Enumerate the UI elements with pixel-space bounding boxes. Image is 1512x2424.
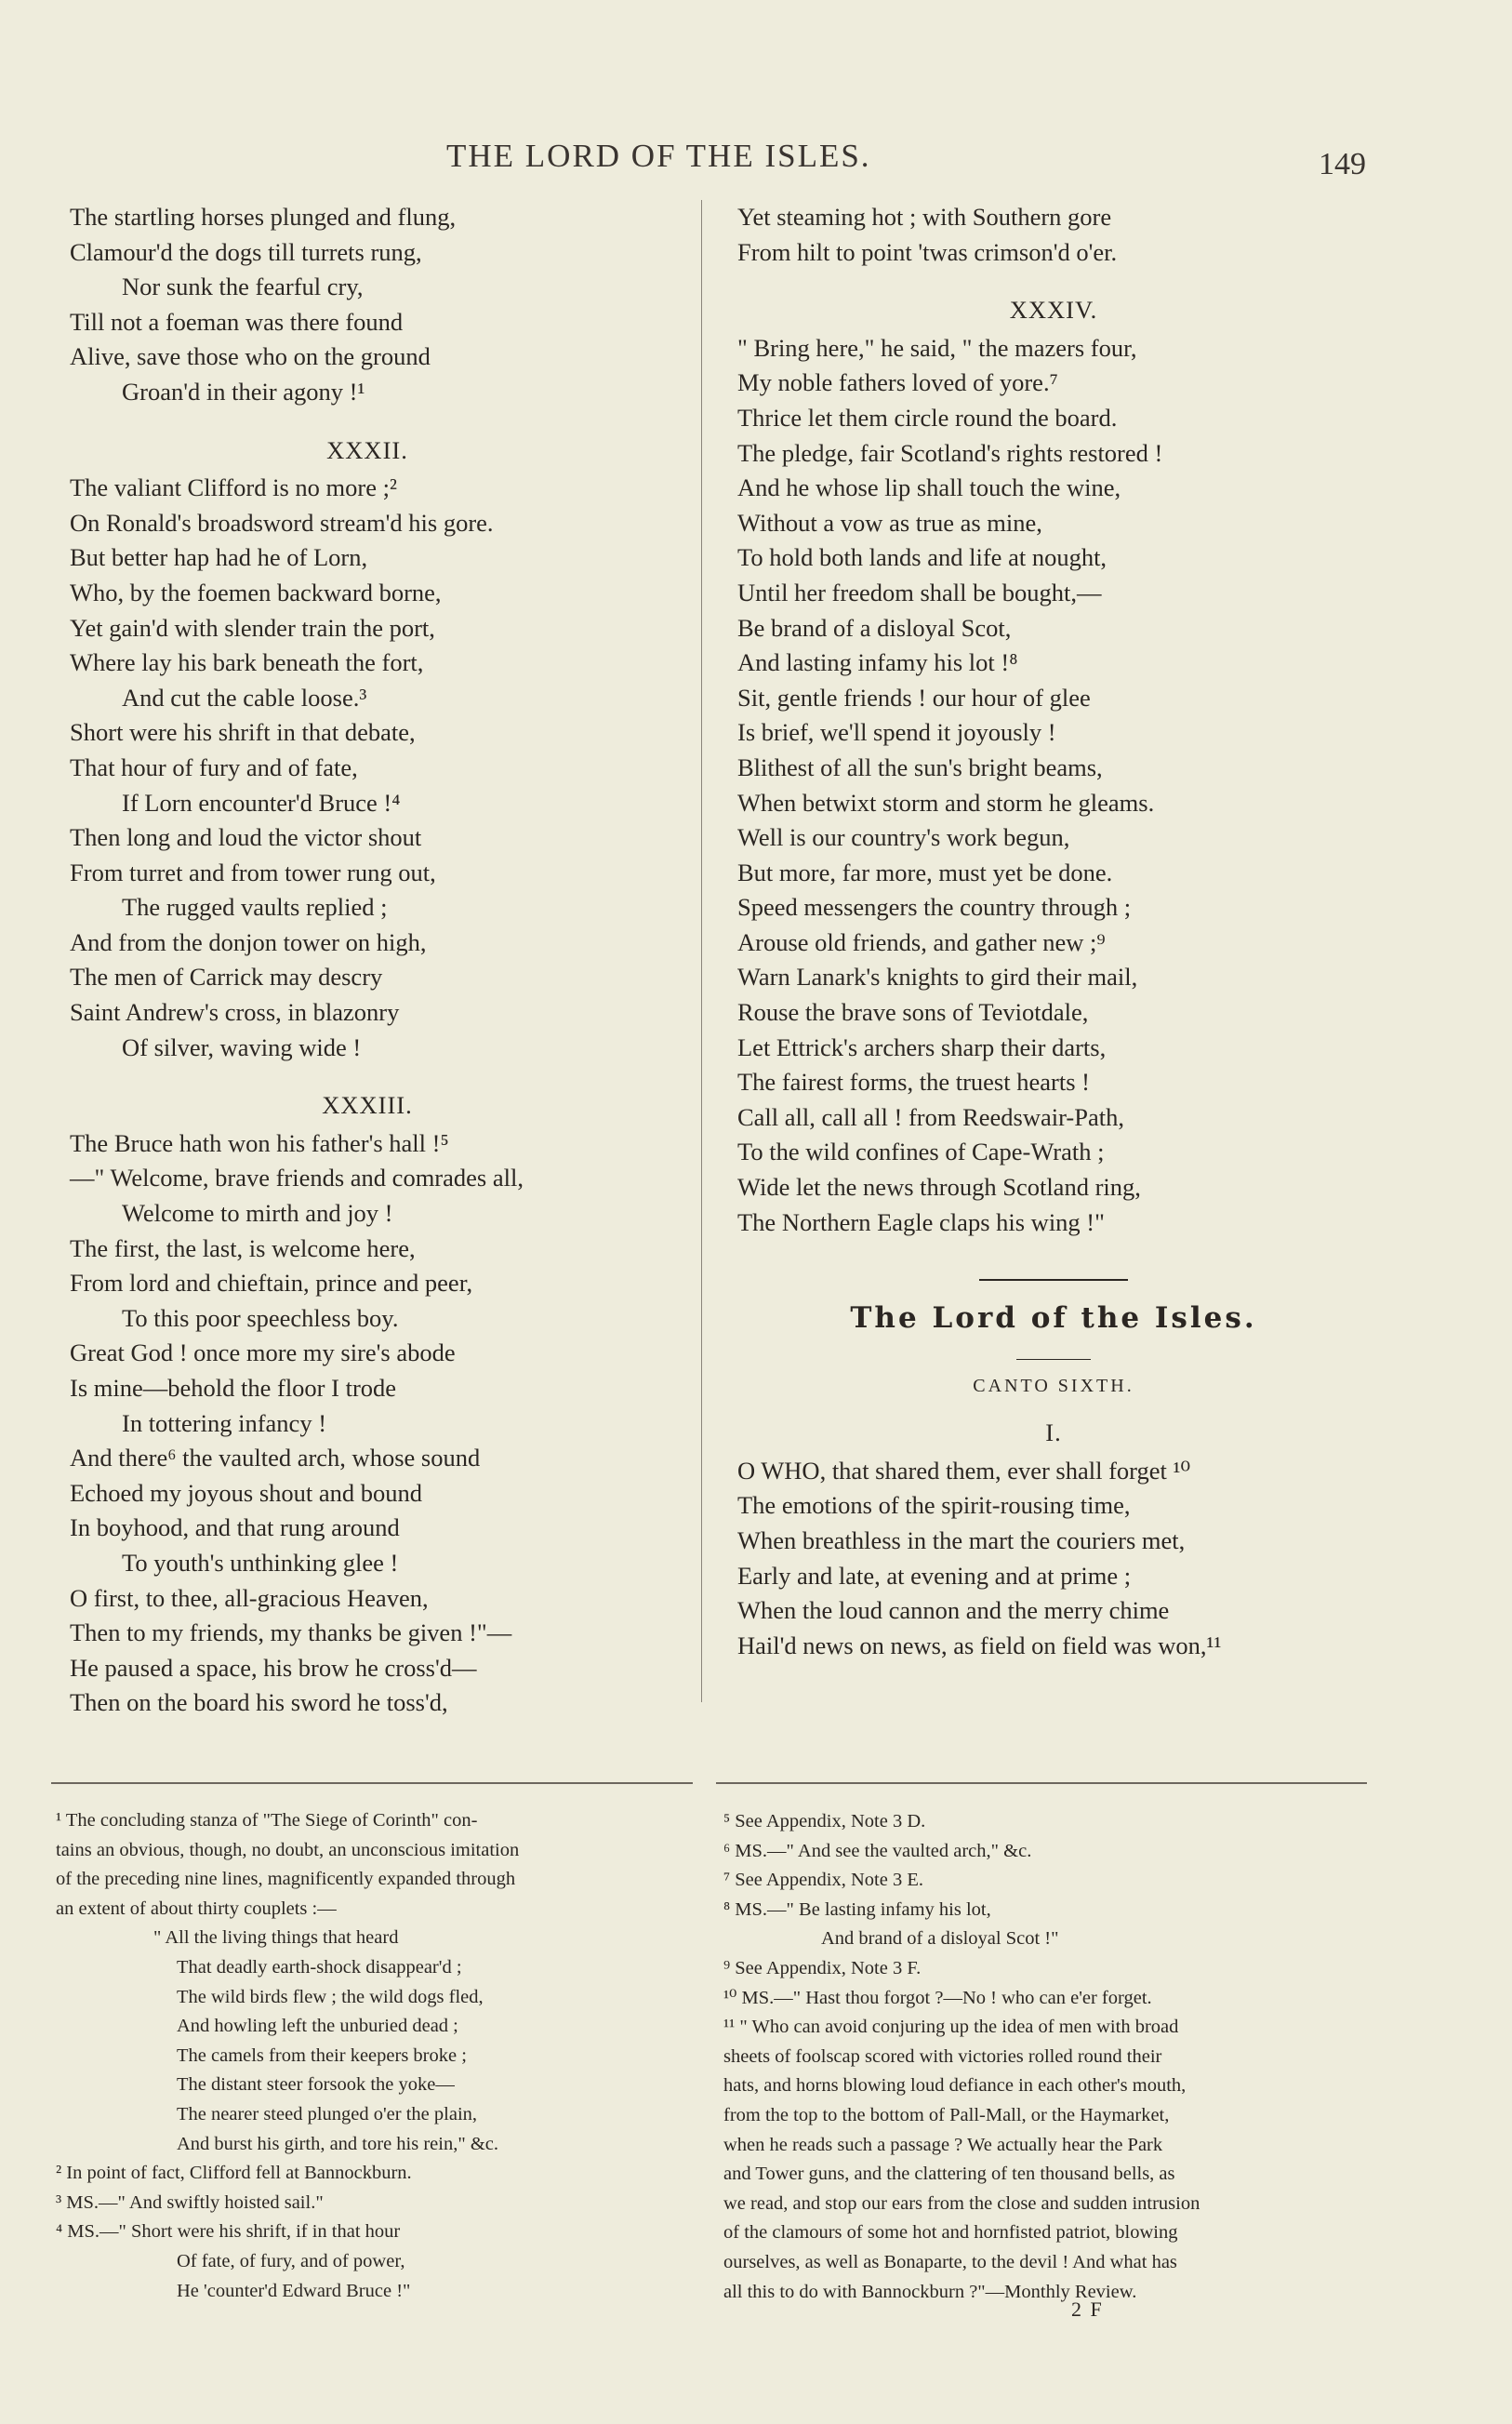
footnote-line: Of fate, of fury, and of power, (177, 2250, 405, 2271)
verse-line: The first, the last, is welcome here, (70, 1233, 416, 1262)
footnote-line: tains an obvious, though, no doubt, an unconscious imitation (56, 1839, 520, 1860)
verse-line: From hilt to point 'twas crimson'd o'er. (737, 237, 1118, 266)
verse-line: Of silver, waving wide ! (122, 1032, 362, 1061)
footnote-line: And howling left the unburied dead ; (177, 2016, 458, 2037)
footnote-line: He 'counter'd Edward Bruce !" (177, 2280, 411, 2301)
verse-line: Rouse the brave sons of Teviotdale, (737, 998, 1089, 1027)
page-number: 149 (1319, 147, 1366, 181)
verse-line: Speed messengers the country through ; (737, 893, 1132, 922)
verse-line: My noble fathers loved of yore.⁷ (737, 368, 1058, 397)
verse-line: The startling horses plunged and flung, (70, 203, 457, 231)
footnote-line: all this to do with Bannockburn ?"—Monthly Review. (723, 2281, 1137, 2302)
footnote-line: ² In point of fact, Clifford fell at Bannockburn. (56, 2163, 412, 2184)
verse-line: Wide let the news through Scotland ring, (737, 1173, 1141, 1202)
footnotes-right (723, 1807, 1374, 2307)
footnote-line: The nearer steed plunged o'er the plain, (177, 2103, 478, 2124)
footnote-line: And burst his girth, and tore his rein," &c. (177, 2133, 498, 2154)
verse-line: And from the donjon tower on high, (70, 927, 427, 956)
verse-line: Then long and loud the victor shout (70, 823, 422, 852)
verse-line: He paused a space, his brow he cross'd— (70, 1653, 477, 1682)
verse-line: Well is our country's work begun, (737, 823, 1070, 852)
verse-line: Who, by the foemen backward borne, (70, 578, 442, 606)
verse-line: And there⁶ the vaulted arch, whose sound (70, 1444, 481, 1472)
verse-line: Arouse old friends, and gather new ;⁹ (737, 927, 1106, 956)
canto-subtitle: CANTO SIXTH. (973, 1376, 1134, 1397)
verse-line: Alive, save those who on the ground (70, 342, 431, 371)
verse-line: Saint Andrew's cross, in blazonry (70, 998, 400, 1027)
verse-line: Groan'd in their agony !¹ (122, 377, 365, 406)
verse-line: The Northern Eagle claps his wing !" (737, 1207, 1105, 1236)
verse-line: And he whose lip shall touch the wine, (737, 473, 1121, 502)
verse-line: When betwixt storm and storm he gleams. (737, 788, 1155, 817)
verse-line: Clamour'd the dogs till turrets rung, (70, 237, 422, 266)
verse-line: O WHO, that shared them, ever shall forget ¹⁰ (737, 1456, 1191, 1485)
verse-line: Where lay his bark beneath the fort, (70, 648, 424, 677)
verse-line: When breathless in the mart the couriers met, (737, 1526, 1186, 1554)
verse-line: To this poor speechless boy. (122, 1303, 399, 1332)
stanza-heading: I. (1045, 1418, 1062, 1447)
verse-line: If Lorn encounter'd Bruce !⁴ (122, 788, 401, 817)
stanza-heading: XXXII. (326, 435, 408, 464)
footnote-line: an extent of about thirty couplets :— (56, 1898, 337, 1919)
verse-line: —" Welcome, brave friends and comrades all, (70, 1164, 524, 1192)
running-title: THE LORD OF THE ISLES. (446, 138, 871, 174)
verse-line: That hour of fury and of fate, (70, 753, 358, 781)
canto-rule-top (979, 1279, 1128, 1281)
canto-rule-short (1016, 1359, 1091, 1360)
verse-line: On Ronald's broadsword stream'd his gore. (70, 508, 494, 537)
footnote-line: ¹⁰ MS.—" Hast thou forgot ?—No ! who can e'er forget. (723, 1987, 1152, 2008)
verse-line: Sit, gentle friends ! our hour of glee (737, 683, 1091, 712)
footnote-line: when he reads such a passage ? We actually hear the Park (723, 2134, 1163, 2155)
verse-line: Until her freedom shall be bought,— (737, 578, 1102, 606)
verse-line: Thrice let them circle round the board. (737, 403, 1118, 432)
left-column (70, 200, 665, 1721)
verse-line: When the loud cannon and the merry chime (737, 1596, 1170, 1625)
footnote-line: The wild birds flew ; the wild dogs fled, (177, 1986, 484, 2007)
verse-line: Then on the board his sword he toss'd, (70, 1688, 448, 1717)
footnote-line: That deadly earth-shock disappear'd ; (177, 1956, 462, 1978)
footnote-line: sheets of foolscap scored with victories rolled round their (723, 2045, 1162, 2067)
verse-line: But better hap had he of Lorn, (70, 543, 368, 572)
verse-line: Be brand of a disloyal Scot, (737, 613, 1012, 642)
verse-line: The rugged vaults replied ; (122, 893, 388, 922)
footnote-rule-right (716, 1782, 1367, 1784)
verse-line: Blithest of all the sun's bright beams, (737, 753, 1103, 781)
footnote-line: we read, and stop our ears from the close and sudden intrusion (723, 2192, 1200, 2214)
verse-line: Let Ettrick's archers sharp their darts, (737, 1032, 1107, 1061)
footnote-line: ³ MS.—" And swiftly hoisted sail." (56, 2191, 324, 2213)
footnote-line: The camels from their keepers broke ; (177, 2044, 467, 2066)
verse-line: Is mine—behold the floor I trode (70, 1374, 397, 1402)
verse-line: To youth's unthinking glee ! (122, 1548, 399, 1577)
footnote-line: from the top to the bottom of Pall-Mall, or the Haymarket, (723, 2104, 1170, 2125)
footnote-rule-left (51, 1782, 693, 1784)
footnote-line: ¹¹ " Who can avoid conjuring up the idea of men with broad (723, 2017, 1179, 2038)
verse-line: But more, far more, must yet be done. (737, 858, 1113, 886)
verse-line: Echoed my joyous shout and bound (70, 1478, 423, 1507)
verse-line: Then to my friends, my thanks be given !"— (70, 1618, 512, 1647)
verse-line: And lasting infamy his lot !⁸ (737, 648, 1018, 677)
verse-line: Great God ! once more my sire's abode (70, 1339, 456, 1367)
footnote-line: ourselves, as well as Bonaparte, to the devil ! And what has (723, 2251, 1177, 2272)
verse-line: Warn Lanark's knights to gird their mail, (737, 963, 1138, 992)
verse-line: The emotions of the spirit-rousing time, (737, 1491, 1131, 1520)
footnote-line: ⁷ See Appendix, Note 3 E. (723, 1870, 923, 1891)
verse-line: The men of Carrick may descry (70, 963, 383, 992)
verse-line: Is brief, we'll spend it joyously ! (737, 718, 1056, 747)
verse-line: The pledge, fair Scotland's rights restored ! (737, 438, 1163, 467)
stanza-heading: XXXIII. (322, 1091, 413, 1120)
footnote-line: hats, and horns blowing loud defiance in each other's mouth, (723, 2075, 1187, 2097)
verse-line: Yet steaming hot ; with Southern gore (737, 203, 1112, 231)
verse-line: Nor sunk the fearful cry, (122, 273, 364, 301)
verse-line: Hail'd news on news, as field on field was won,¹¹ (737, 1631, 1222, 1659)
verse-line: In boyhood, and that rung around (70, 1513, 400, 1542)
footnote-line: and Tower guns, and the clattering of ten thousand bells, as (723, 2164, 1175, 2185)
verse-line: Yet gain'd with slender train the port, (70, 613, 435, 642)
verse-line: Till not a foeman was there found (70, 307, 404, 336)
footnote-line: of the preceding nine lines, magnificently expanded through (56, 1869, 516, 1890)
signature-mark: 2 F (1071, 2297, 1104, 2321)
verse-line: The valiant Clifford is no more ;² (70, 473, 397, 502)
footnote-line: ⁴ MS.—" Short were his shrift, if in that hour (56, 2221, 401, 2243)
verse-line: O first, to thee, all-gracious Heaven, (70, 1583, 429, 1612)
verse-line: Early and late, at evening and at prime ; (737, 1561, 1132, 1590)
footnote-line: " All the living things that heard (153, 1927, 399, 1949)
verse-line: Without a vow as true as mine, (737, 508, 1042, 537)
footnotes-left (56, 1806, 688, 2306)
stanza-heading: XXXIV. (1009, 296, 1098, 325)
verse-line: In tottering infancy ! (122, 1408, 327, 1437)
footnote-line: ⁹ See Appendix, Note 3 F. (723, 1957, 922, 1978)
footnote-line: The distant steer forsook the yoke— (177, 2074, 455, 2096)
footnote-line: ¹ The concluding stanza of "The Siege of Corinth" con- (56, 1810, 478, 1831)
footnote-line: ⁶ MS.—" And see the vaulted arch," &c. (723, 1840, 1032, 1861)
footnote-line: of the clamours of some hot and hornfisted patriot, blowing (723, 2222, 1178, 2244)
footnote-line: ⁸ MS.—" Be lasting infamy his lot, (723, 1898, 991, 1920)
right-column (737, 200, 1370, 1663)
footnote-line: And brand of a disloyal Scot !" (821, 1928, 1059, 1950)
verse-line: Call all, call all ! from Reedswair-Path, (737, 1102, 1124, 1131)
column-divider (701, 200, 702, 1702)
verse-line: To hold both lands and life at nought, (737, 543, 1107, 572)
verse-line: The fairest forms, the truest hearts ! (737, 1068, 1090, 1097)
verse-line: The Bruce hath won his father's hall !⁵ (70, 1128, 449, 1157)
verse-line: " Bring here," he said, " the mazers four, (737, 333, 1137, 362)
verse-line: And cut the cable loose.³ (122, 683, 367, 712)
canto-title: The Lord of the Isles. (850, 1301, 1257, 1336)
verse-line: Short were his shrift in that debate, (70, 718, 416, 747)
verse-line: Welcome to mirth and joy ! (122, 1199, 393, 1228)
verse-line: To the wild confines of Cape-Wrath ; (737, 1138, 1105, 1166)
verse-line: From lord and chieftain, prince and peer, (70, 1269, 473, 1298)
verse-line: From turret and from tower rung out, (70, 858, 436, 886)
footnote-line: ⁵ See Appendix, Note 3 D. (723, 1811, 926, 1831)
page-header (0, 138, 1512, 184)
